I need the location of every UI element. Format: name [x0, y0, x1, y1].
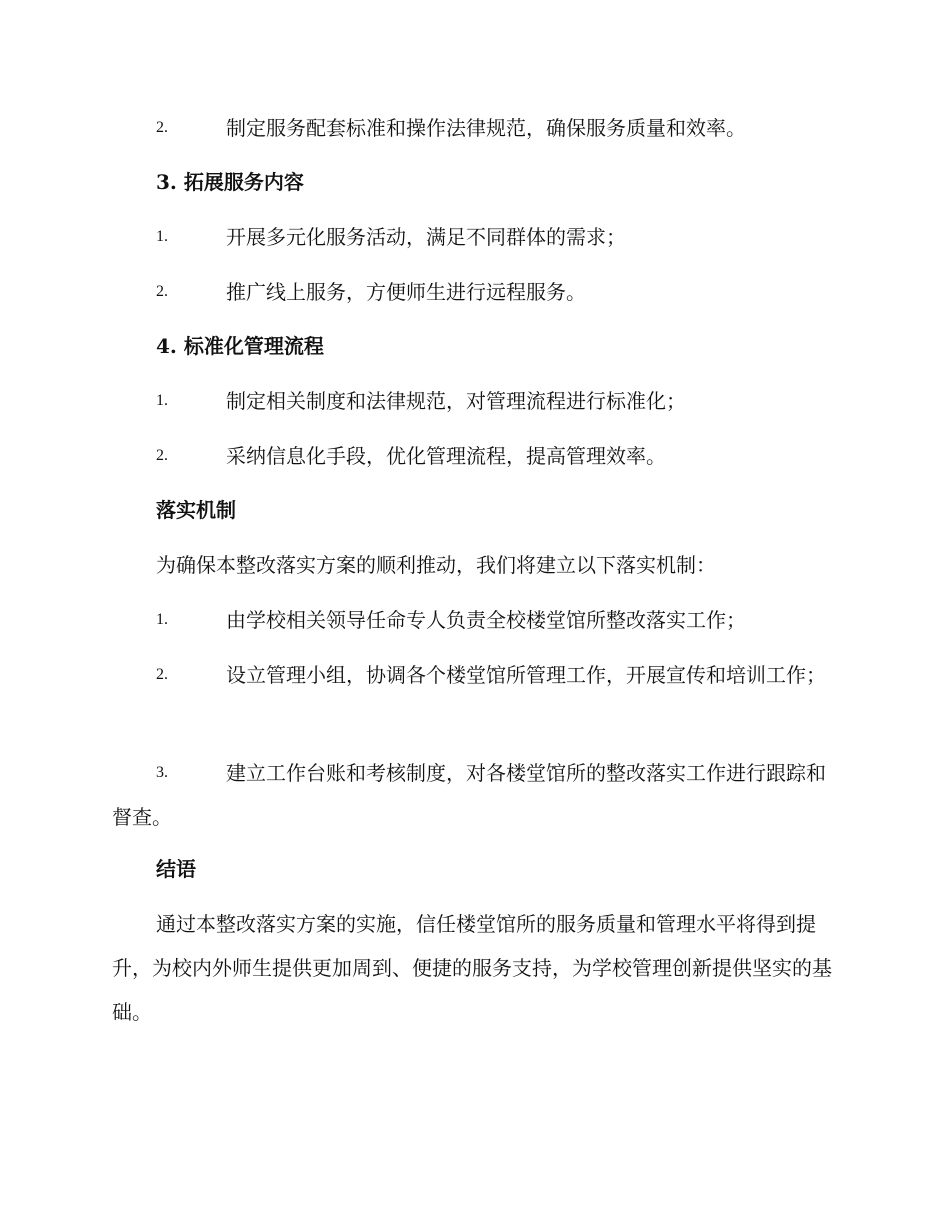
list-number: 2. [156, 447, 168, 464]
list-number: 1. [156, 228, 168, 245]
heading-expand-services: 3. 拓展服务内容 [156, 170, 304, 194]
list-number: 1. [156, 392, 168, 409]
list-number: 3. [156, 764, 168, 781]
heading-conclusion: 结语 [156, 857, 196, 881]
list-number: 2. [156, 666, 168, 683]
heading-mechanism: 落实机制 [156, 498, 236, 522]
list-text: 制定相关制度和法律规范，对管理流程进行标准化； [226, 389, 686, 413]
list-text: 推广线上服务，方便师生进行远程服务。 [226, 280, 586, 304]
list-text: 采纳信息化手段，优化管理流程，提高管理效率。 [226, 444, 666, 468]
list-text: 由学校相关领导任命专人负责全校楼堂馆所整改落实工作； [226, 608, 746, 632]
mechanism-intro: 为确保本整改落实方案的顺利推动，我们将建立以下落实机制： [156, 553, 716, 577]
list-text: 制定服务配套标准和操作法律规范，确保服务质量和效率。 [226, 116, 746, 140]
list-text: 开展多元化服务活动，满足不同群体的需求； [226, 225, 626, 249]
list-text: 建立工作台账和考核制度，对各楼堂馆所的整改落实工作进行跟踪和督查。 [112, 761, 826, 829]
list-number: 2. [156, 283, 168, 300]
heading-standardize-process: 4. 标准化管理流程 [156, 334, 324, 358]
list-text: 设立管理小组，协调各个楼堂馆所管理工作，开展宣传和培训工作； [226, 663, 826, 687]
list-number: 2. [156, 119, 168, 136]
list-number: 1. [156, 611, 168, 628]
conclusion-text: 通过本整改落实方案的实施，信任楼堂馆所的服务质量和管理水平将得到提升，为校内外师生提供更加周到、便捷的服务支持，为学校管理创新提供坚实的基础。 [112, 912, 832, 1024]
